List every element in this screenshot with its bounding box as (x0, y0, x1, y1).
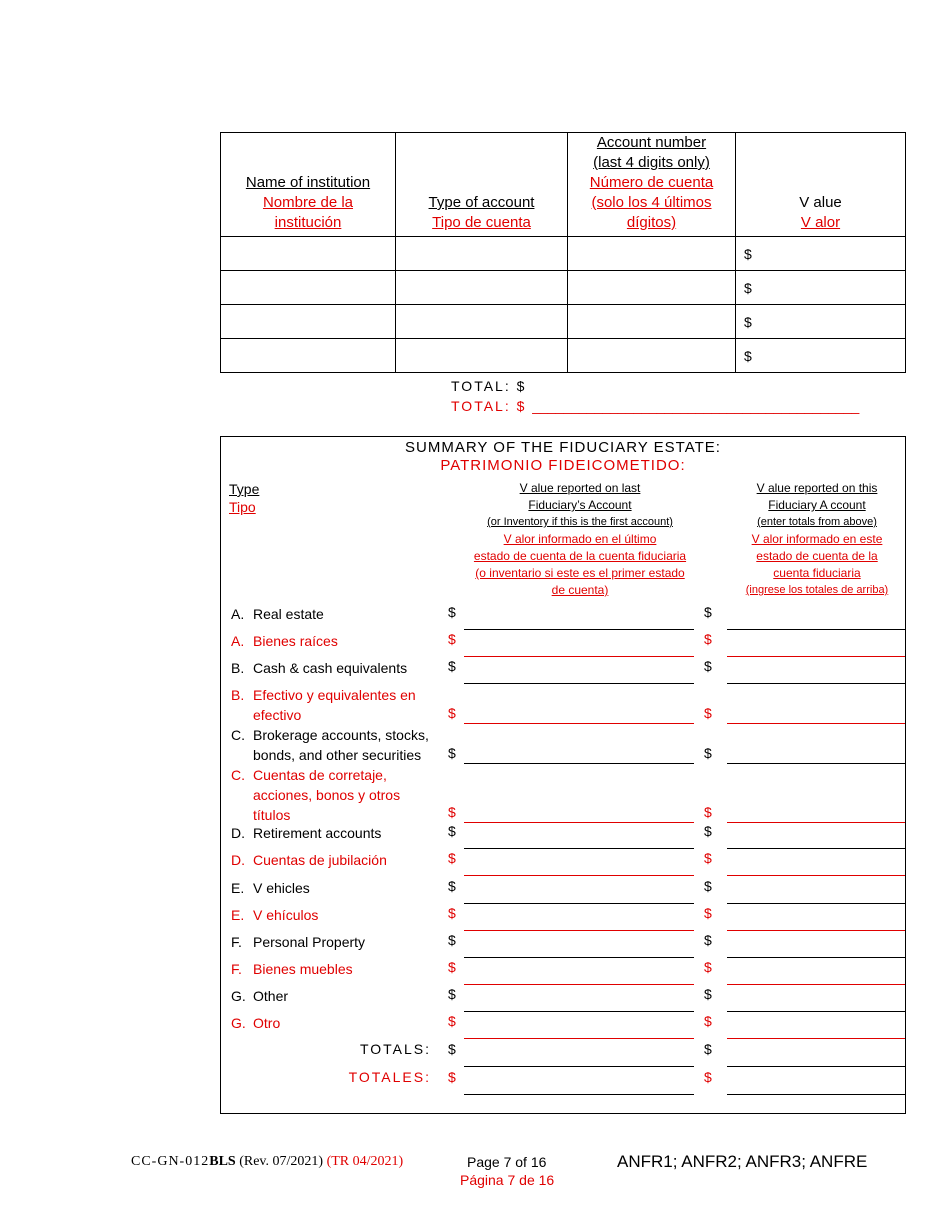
summary-title-es: PATRIMONIO FIDEICOMETIDO: (440, 457, 686, 474)
row-a-es (231, 631, 338, 651)
col-last-en-3: (or Inventory if this is the first account) (487, 516, 673, 528)
dollar-sign: $ (704, 850, 712, 866)
row-text: V ehicles (253, 880, 310, 896)
row-c-es (231, 765, 400, 825)
row-text-cont: bonds, and other securities (253, 747, 422, 763)
col-last-en-2: Fiduciary’s Account (528, 498, 632, 512)
row-letter: E. (231, 880, 245, 896)
last-value-field[interactable] (464, 683, 694, 684)
col-this-es-3: cuenta fiduciaria (773, 566, 861, 580)
dollar-sign: $ (704, 804, 712, 820)
account-cell[interactable] (568, 339, 736, 373)
dollar-sign: $ (704, 986, 712, 1002)
institution-cell[interactable] (221, 237, 396, 271)
totals-label-en: TOTALS: (359, 1041, 431, 1057)
row-text: V ehículos (253, 907, 319, 923)
dollar-sign: $ (448, 823, 456, 839)
row-letter: A. (231, 606, 245, 622)
dollar-sign: $ (448, 959, 456, 975)
col-last-header (461, 480, 699, 599)
dollar-sign: $ (448, 804, 456, 820)
dollar-sign: $ (448, 745, 456, 761)
dollar-sign: $ (448, 705, 456, 721)
row-text-cont: títulos (253, 807, 291, 823)
row-text: Other (253, 988, 289, 1004)
account-cell[interactable] (568, 237, 736, 271)
last-value-field[interactable] (464, 848, 694, 849)
row-letter: C. (231, 767, 245, 783)
value-cell[interactable]: $ (736, 305, 906, 339)
dollar-sign: $ (704, 604, 712, 620)
dollar-sign: $ (448, 1041, 456, 1057)
row-letter: F. (231, 934, 242, 950)
row-f-es (231, 959, 353, 979)
row-text: Personal Property (253, 934, 366, 950)
dollar-sign: $ (448, 932, 456, 948)
col-this-es-1: V alor informado en este (751, 532, 883, 546)
row-text: Real estate (253, 606, 324, 622)
last-value-field[interactable] (464, 763, 694, 764)
form-codes: ANFR1; ANFR2; ANFR3; ANFRE (617, 1152, 868, 1171)
dollar-sign: $ (704, 1013, 712, 1029)
row-letter: F. (231, 961, 242, 977)
last-value-field[interactable] (464, 656, 694, 657)
row-letter: B. (231, 687, 245, 703)
last-value-field[interactable] (464, 1038, 694, 1039)
this-value-field[interactable] (727, 822, 905, 823)
row-letter: D. (231, 825, 245, 841)
col-this-es-2: estado de cuenta de la (756, 549, 878, 563)
header-value (736, 133, 906, 237)
form-code-suffix: BLS (209, 1154, 236, 1169)
row-f-en (231, 932, 365, 952)
this-value-field[interactable] (727, 957, 905, 958)
header-institution-es-2: institución (274, 214, 342, 231)
row-text: Brokerage accounts, stocks, (253, 727, 429, 743)
row-e-es (231, 905, 318, 925)
dollar-sign: $ (448, 658, 456, 674)
header-account-es-2: (solo los 4 últimos (591, 194, 712, 211)
table-row (221, 305, 906, 339)
this-value-field[interactable] (727, 903, 905, 904)
row-letter: A. (231, 633, 245, 649)
row-g-en (231, 986, 288, 1006)
this-value-field[interactable] (727, 683, 905, 684)
col-last-en-1: V alue reported on last (519, 481, 641, 495)
summary-box (220, 436, 906, 1114)
last-value-field[interactable] (464, 903, 694, 904)
row-text: Efectivo y equivalentes en (253, 687, 416, 703)
this-value-field[interactable] (727, 930, 905, 931)
table-row (221, 237, 906, 271)
header-value-es: V alor (800, 214, 841, 231)
header-type-es: Tipo de cuenta (432, 214, 531, 231)
this-total-field[interactable] (727, 1066, 905, 1067)
account-cell[interactable] (568, 305, 736, 339)
this-value-field[interactable] (727, 848, 905, 849)
col-this-en-2: Fiduciary A ccount (768, 498, 866, 512)
row-d-es (231, 850, 387, 870)
dollar-sign: $ (448, 631, 456, 647)
header-institution-en: Name of institution (245, 174, 371, 191)
row-text: Cuentas de corretaje, (253, 767, 387, 783)
row-text: Bienes raíces (253, 633, 338, 649)
table-row (221, 271, 906, 305)
last-total-field[interactable] (464, 1066, 694, 1067)
last-value-field[interactable] (464, 930, 694, 931)
header-type-en: Type of account (428, 194, 535, 211)
row-a-en (231, 604, 324, 624)
accounts-total-es-label: TOTAL: $ (451, 398, 527, 414)
last-total-field[interactable] (464, 1094, 694, 1095)
row-text: Cuentas de jubilación (253, 852, 387, 868)
this-total-field[interactable] (727, 1094, 905, 1095)
row-text: Bienes muebles (253, 961, 353, 977)
row-text-cont: efectivo (253, 707, 302, 723)
row-letter: C. (231, 727, 245, 743)
this-value-field[interactable] (727, 875, 905, 876)
header-type (396, 133, 568, 237)
row-letter: E. (231, 907, 245, 923)
dollar-sign: $ (448, 604, 456, 620)
dollar-sign: $ (704, 658, 712, 674)
dollar-sign: $ (448, 905, 456, 921)
col-this-en-1: V alue reported on this (756, 481, 878, 495)
type-cell[interactable] (396, 339, 568, 373)
accounts-total-es (451, 398, 859, 414)
header-institution-es-1: Nombre de la (262, 194, 354, 211)
col-last-es-1: V alor informado en el último (503, 532, 657, 546)
account-cell[interactable] (568, 271, 736, 305)
row-e-en (231, 878, 310, 898)
header-account-en-1: Account number (596, 134, 707, 151)
header-institution (221, 133, 396, 237)
row-d-en (231, 823, 381, 843)
form-rev: (Rev. 07/2021) (239, 1154, 324, 1169)
form-code (131, 1154, 403, 1170)
row-text: Retirement accounts (253, 825, 382, 841)
this-value-field[interactable] (727, 763, 905, 764)
header-account-en-2: (last 4 digits only) (593, 154, 710, 171)
value-cell[interactable]: $ (736, 339, 906, 373)
institution-cell[interactable] (221, 305, 396, 339)
this-value-field[interactable] (727, 723, 905, 724)
row-g-es (231, 1013, 280, 1033)
row-b-es (231, 685, 416, 725)
col-this-header (731, 480, 903, 599)
totals-label-es: TOTALES: (348, 1069, 431, 1085)
this-value-field[interactable] (727, 656, 905, 657)
dollar-sign: $ (704, 823, 712, 839)
row-text: Cash & cash equivalents (253, 660, 408, 676)
last-value-field[interactable] (464, 957, 694, 958)
form-code-text: CC-GN-012 (131, 1154, 210, 1169)
dollar-sign: $ (448, 878, 456, 894)
type-cell[interactable] (396, 237, 568, 271)
this-value-field[interactable] (727, 1038, 905, 1039)
dollar-sign: $ (448, 850, 456, 866)
header-account-number (568, 133, 736, 237)
col-this-es-4: (ingrese los totales de arriba) (745, 584, 889, 596)
type-header-en: Type (229, 481, 260, 497)
dollar-sign: $ (704, 1041, 712, 1057)
last-value-field[interactable] (464, 822, 694, 823)
type-cell[interactable] (396, 305, 568, 339)
header-account-es-1: Número de cuenta (589, 174, 714, 191)
dollar-sign: $ (704, 745, 712, 761)
dollar-sign: $ (704, 705, 712, 721)
last-value-field[interactable] (464, 984, 694, 985)
header-account-es-3: dígitos) (626, 214, 677, 231)
accounts-total-blank[interactable]: __________________________________________ (532, 398, 860, 414)
row-text-cont: acciones, bonos y otros (253, 787, 401, 803)
institution-cell[interactable] (221, 339, 396, 373)
dollar-sign: $ (704, 905, 712, 921)
row-letter: D. (231, 852, 245, 868)
last-value-field[interactable] (464, 1011, 694, 1012)
row-b-en (231, 658, 407, 678)
dollar-sign: $ (448, 1069, 456, 1085)
row-c-en (231, 725, 429, 765)
type-cell[interactable] (396, 271, 568, 305)
this-value-field[interactable] (727, 984, 905, 985)
col-last-es-2: estado de cuenta de la cuenta fiduciaria (473, 549, 687, 563)
value-cell[interactable]: $ (736, 271, 906, 305)
accounts-table (220, 132, 906, 373)
dollar-sign: $ (704, 1069, 712, 1085)
header-value-en: V alue (799, 194, 842, 211)
last-value-field[interactable] (464, 723, 694, 724)
dollar-sign: $ (448, 986, 456, 1002)
summary-title-en: SUMMARY OF THE FIDUCIARY ESTATE: (405, 439, 721, 456)
this-value-field[interactable] (727, 1011, 905, 1012)
form-tr: (TR 04/2021) (326, 1154, 404, 1169)
type-header-es: Tipo (229, 499, 256, 515)
col-last-es-4: de cuenta) (551, 583, 609, 597)
last-value-field[interactable] (464, 629, 694, 630)
col-last-es-3: (o inventario si este es el primer estado (475, 566, 685, 580)
dollar-sign: $ (704, 878, 712, 894)
page-number-en: Page 7 of 16 (467, 1154, 547, 1170)
page-number-es: Página 7 de 16 (460, 1172, 555, 1188)
dollar-sign: $ (704, 959, 712, 975)
col-this-en-3: (enter totals from above) (757, 516, 877, 528)
value-cell[interactable]: $ (736, 237, 906, 271)
dollar-sign: $ (448, 1013, 456, 1029)
dollar-sign: $ (704, 631, 712, 647)
this-value-field[interactable] (727, 629, 905, 630)
table-row (221, 339, 906, 373)
row-letter: G. (231, 988, 246, 1004)
last-value-field[interactable] (464, 875, 694, 876)
dollar-sign: $ (704, 932, 712, 948)
institution-cell[interactable] (221, 271, 396, 305)
row-letter: B. (231, 660, 245, 676)
row-text: Otro (253, 1015, 281, 1031)
accounts-total-en: TOTAL: $ (451, 378, 527, 394)
row-letter: G. (231, 1015, 246, 1031)
